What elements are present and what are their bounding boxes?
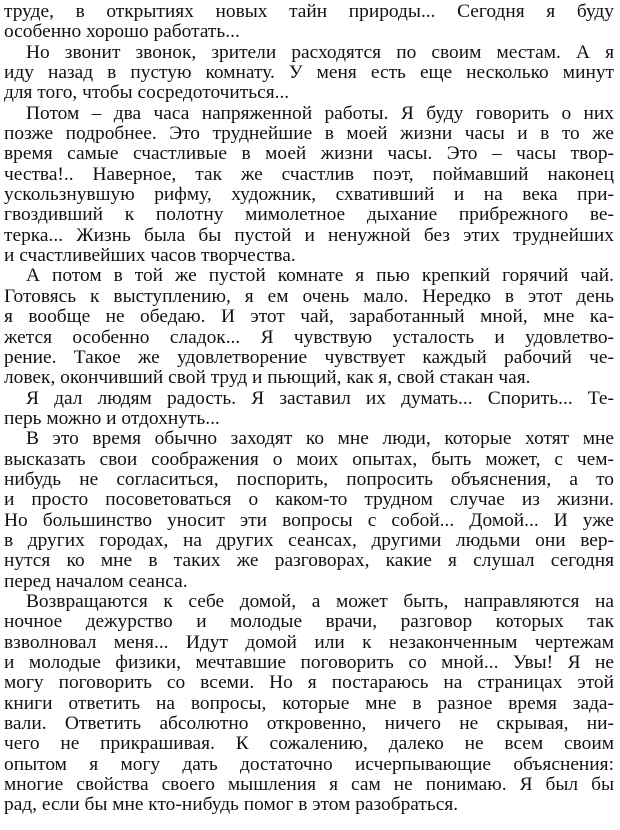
- text-line: иду назад в пустую комнату. У меня есть еще несколько минут: [4, 63, 614, 84]
- text-line: время самые счастливые в моей жизни часы. Это – часы твор-: [4, 144, 614, 165]
- text-line: перь можно и отдохнуть...: [4, 408, 220, 429]
- text-line: в других городах, на других сеансах, другими людьми они вер-: [4, 530, 614, 551]
- text-line: Возвращаются к себе домой, а может быть, направляются на: [26, 591, 614, 612]
- text-line: нутся ко мне в таких же разговорах, какие я слушал сегодня: [4, 551, 614, 572]
- text-line: труде, в открытиях новых тайн природы... Сегодня я буду: [4, 2, 614, 22]
- text-line: я вообще не обедаю. И этот чай, заработанный мной, мне ка-: [4, 307, 614, 328]
- text-line: особенно хорошо работать...: [4, 22, 240, 43]
- text-line: и счастливейших часов творчества.: [4, 246, 296, 267]
- text-line: Готовясь к выступлению, я ем очень мало. Нередко в этот день: [4, 286, 614, 307]
- text-line: рение. Такое же удовлетворение чувствует каждый рабочий че-: [4, 347, 614, 368]
- text-line: Но звонит звонок, зрители расходятся по своим местам. А я: [26, 42, 614, 63]
- text-line: чего не прикрашивая. К сожалению, далеко не всем своим: [4, 734, 614, 755]
- paragraph: [4, 43, 614, 104]
- paragraph: [4, 104, 614, 267]
- text-line: жется особенно сладок... Я чувствую усталость и удовлетво-: [4, 327, 614, 348]
- text-line: могу поговорить со всеми. Но я постараюсь на страницах этой: [4, 673, 614, 694]
- text-line: книги ответить на вопросы, которые мне в разное время зада-: [4, 693, 614, 714]
- text-line: Потом – два часа напряженной работы. Я буду говорить о них: [26, 103, 614, 124]
- body-text: [4, 2, 614, 816]
- paragraph: [4, 266, 614, 388]
- text-line: взволновал меня... Идут домой или к незаконченным чертежам: [4, 632, 614, 653]
- text-line: А потом в той же пустой комнате я пью крепкий горячий чай.: [26, 266, 614, 287]
- text-line: Я дал людям радость. Я заставил их думать... Спорить... Те-: [26, 388, 614, 409]
- paragraph: [4, 429, 614, 592]
- text-line: вали. Ответить абсолютно откровенно, ничего не скрывая, ни-: [4, 714, 614, 735]
- text-line: Но большинство уносит эти вопросы с собой... Домой... И уже: [4, 510, 614, 531]
- paragraph: [4, 592, 614, 816]
- text-line: гвоздивший к полотну мимолетное дыхание прибрежного ве-: [4, 205, 614, 226]
- text-line: и просто посоветоваться о каком-то трудном случае из жизни.: [4, 490, 614, 511]
- text-line: позже подробнее. Это труднейшие в моей жизни часы и в то же: [4, 124, 614, 145]
- text-line: и молодые физики, мечтавшие поговорить со мной... Увы! Я не: [4, 653, 614, 673]
- text-line: В это время обычно заходят ко мне люди, которые хотят мне: [26, 429, 614, 450]
- text-line: для того, чтобы сосредоточиться...: [4, 83, 290, 104]
- text-line: ловек, окончивший свой труд и пьющий, как я, свой стакан чая.: [4, 368, 531, 389]
- text-line: нибудь не согласиться, поспорить, попросить объяснения, а то: [4, 469, 614, 490]
- paragraph: [4, 2, 614, 43]
- text-line: высказать свои соображения о моих опытах, быть может, с чем-: [4, 449, 614, 470]
- text-line: терка... Жизнь была бы пустой и ненужной без этих труднейших: [4, 225, 614, 246]
- text-line: опытом я могу дать достаточно исчерпывающие объяснения:: [4, 754, 614, 775]
- text-line: рад, если бы мне кто-нибудь помог в этом разобраться.: [4, 795, 459, 816]
- text-line: ускользнувшую рифму, художник, схвативший и на века при-: [4, 185, 614, 206]
- text-line: перед началом сеанса.: [4, 571, 188, 592]
- text-line: ночное дежурство и молодые врачи, разговор которых так: [4, 612, 614, 633]
- text-line: чества!.. Наверное, так же счастлив поэт, поймавший наконец: [4, 164, 614, 185]
- paragraph: [4, 389, 614, 430]
- text-line: многие свойства своего мышления я сам не понимаю. Я был бы: [4, 775, 614, 796]
